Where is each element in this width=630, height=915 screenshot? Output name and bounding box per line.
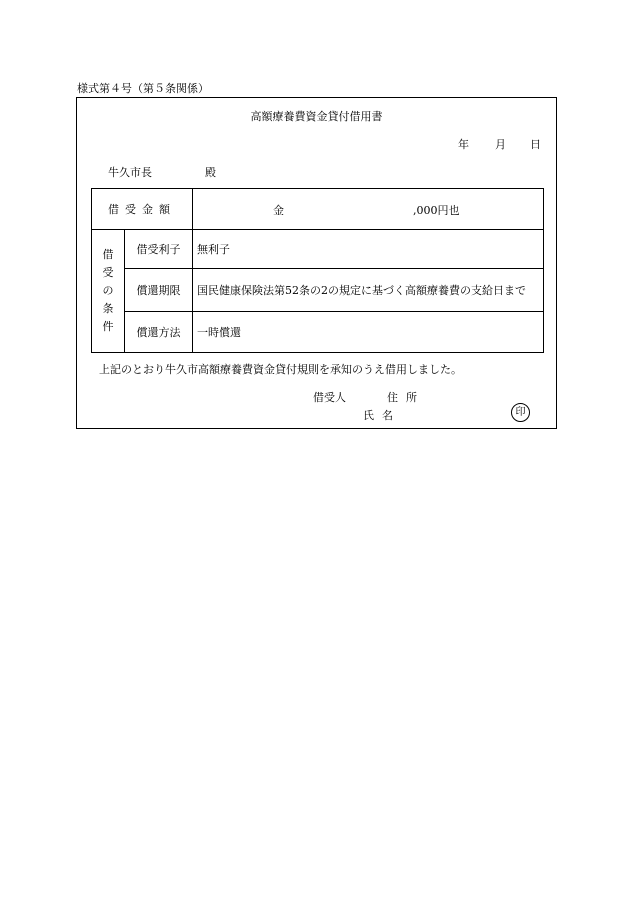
- conditions-label-char: 受: [102, 266, 114, 279]
- addressee-name: 牛久市長: [108, 166, 152, 179]
- loan-details-table: [91, 188, 544, 353]
- agreement-statement: 上記のとおり牛久市高額療養費資金貸付規則を承知のうえ借用しました。: [99, 363, 462, 376]
- repayment-deadline-value: 国民健康保険法第52条の2の規定に基づく高額療養費の支給日まで: [193, 269, 544, 312]
- addressee-honorific: 殿: [205, 166, 216, 179]
- conditions-label: [92, 230, 125, 353]
- name-label: 氏名: [363, 409, 401, 422]
- document-title: 高額療養費資金貸付借用書: [250, 110, 383, 123]
- interest-label: 借受利子: [125, 230, 193, 269]
- condition-row: [92, 312, 544, 353]
- amount-suffix: ,000円也: [413, 204, 460, 217]
- date-year-label: 年: [458, 138, 469, 151]
- conditions-label-char: 件: [102, 320, 114, 333]
- address-label: 住所: [387, 391, 425, 404]
- date-day-label: 日: [530, 138, 541, 151]
- repayment-method-label: 償還方法: [125, 312, 193, 353]
- conditions-label-char: の: [102, 284, 114, 297]
- date-month-label: 月: [495, 138, 506, 151]
- amount-prefix: 金: [273, 204, 284, 217]
- loan-document-frame: [76, 97, 557, 429]
- amount-row: [92, 189, 544, 230]
- conditions-label-char: 借: [102, 248, 114, 261]
- conditions-label-char: 条: [102, 302, 114, 315]
- condition-row: [92, 269, 544, 312]
- interest-value: 無利子: [193, 230, 544, 269]
- amount-field[interactable]: [193, 189, 544, 230]
- borrower-label: 借受人: [313, 391, 346, 404]
- form-number-label: 様式第４号（第５条関係）: [77, 82, 209, 95]
- repayment-method-value: 一時償還: [193, 312, 544, 353]
- condition-row: [92, 230, 544, 269]
- seal-mark: 印: [511, 403, 530, 422]
- repayment-deadline-label: 償還期限: [125, 269, 193, 312]
- amount-label: 借受金額: [92, 189, 193, 230]
